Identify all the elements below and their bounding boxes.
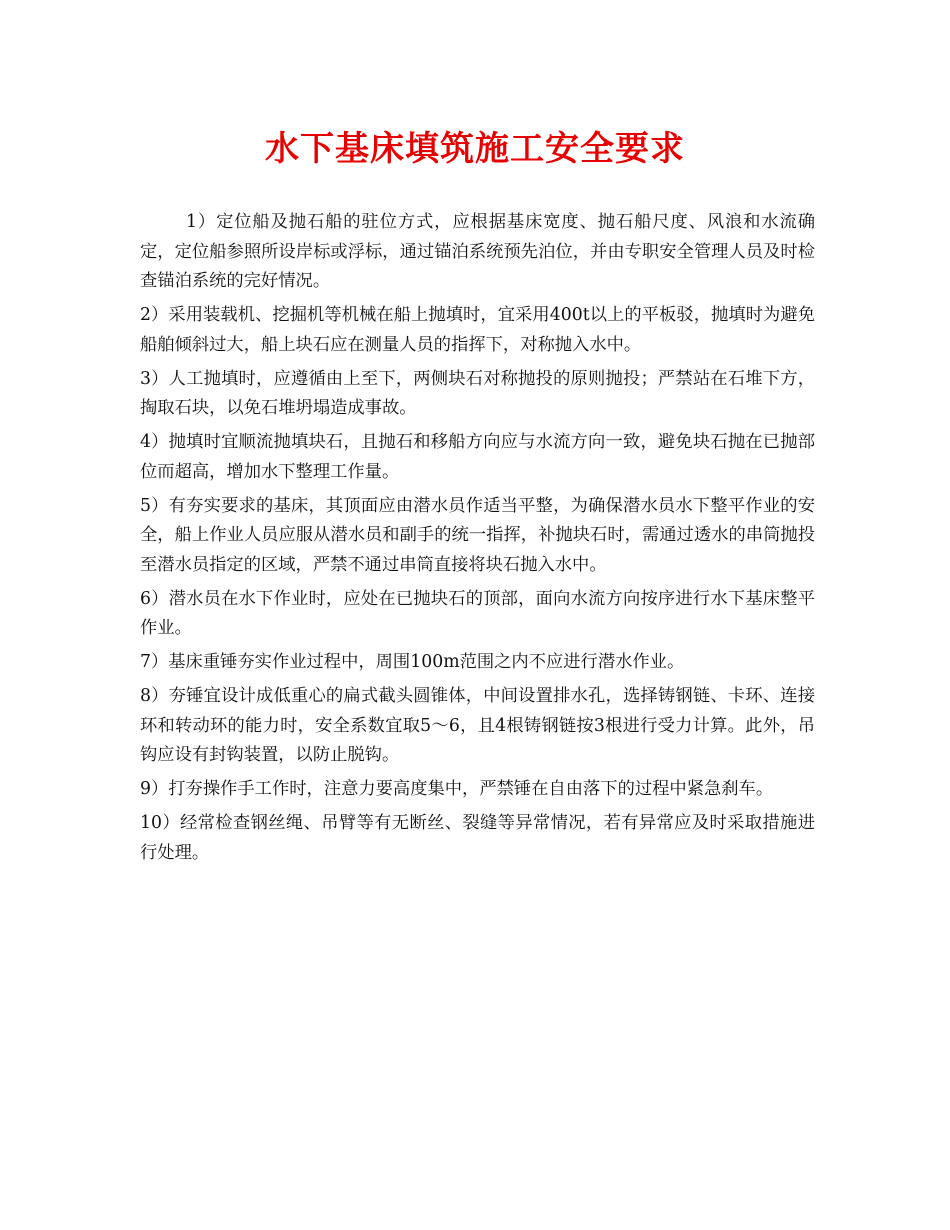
paragraph-9: 9）打夯操作手工作时，注意力要高度集中，严禁锤在自由落下的过程中紧急刹车。 [140, 779, 774, 799]
paragraph-4: 4）抛填时宜顺流抛填块石，且抛石和移船方向应与水流方向一致，避免块石抛在已抛部位而超高，增加水下整理工作量。 [140, 432, 815, 482]
paragraph-8: 8）夯锤宜设计成低重心的扁式截头圆锥体，中间设置排水孔，选择铸钢链、卡环、连接环和转动环的能力时，安全系数宜取5～6，且4根铸钢链按3根进行受力计算。此外，吊钩应设有封钩装置，以防止脱钩。 [140, 686, 815, 765]
document-body [140, 208, 815, 873]
paragraph-7: 7）基床重锤夯实作业过程中，周围100m范围之内不应进行潜水作业。 [140, 652, 685, 672]
paragraph-1: 1）定位船及抛石船的驻位方式，应根据基床宽度、抛石船尺度、风浪和水流确定，定位船参照所设岸标或浮标，通过锚泊系统预先泊位，并由专职安全管理人员及时检查锚泊系统的完好情况。 [140, 212, 815, 291]
paragraph-10: 10）经常检查钢丝绳、吊臂等有无断丝、裂缝等异常情况，若有异常应及时采取措施进行处理。 [140, 813, 815, 863]
paragraph-3: 3）人工抛填时，应遵循由上至下，两侧块石对称抛投的原则抛投；严禁站在石堆下方，掏取石块，以免石堆坍塌造成事故。 [140, 368, 815, 418]
paragraph-5: 5）有夯实要求的基床，其顶面应由潜水员作适当平整，为确保潜水员水下整平作业的安全，船上作业人员应服从潜水员和副手的统一指挥，补抛块石时，需通过透水的串筒抛投至潜水员指定的区域，严禁不通过串筒直接将块石抛入水中。 [140, 495, 815, 575]
paragraph-6: 6）潜水员在水下作业时，应处在已抛块石的顶部，面向水流方向按序进行水下基床整平作业。 [140, 588, 815, 638]
document-title: 水下基床填筑施工安全要求 [265, 129, 685, 169]
paragraph-2: 2）采用装载机、挖掘机等机械在船上抛填时，宜采用400t以上的平板驳，抛填时为避免船舶倾斜过大，船上块石应在测量人员的指挥下，对称抛入水中。 [140, 305, 815, 355]
